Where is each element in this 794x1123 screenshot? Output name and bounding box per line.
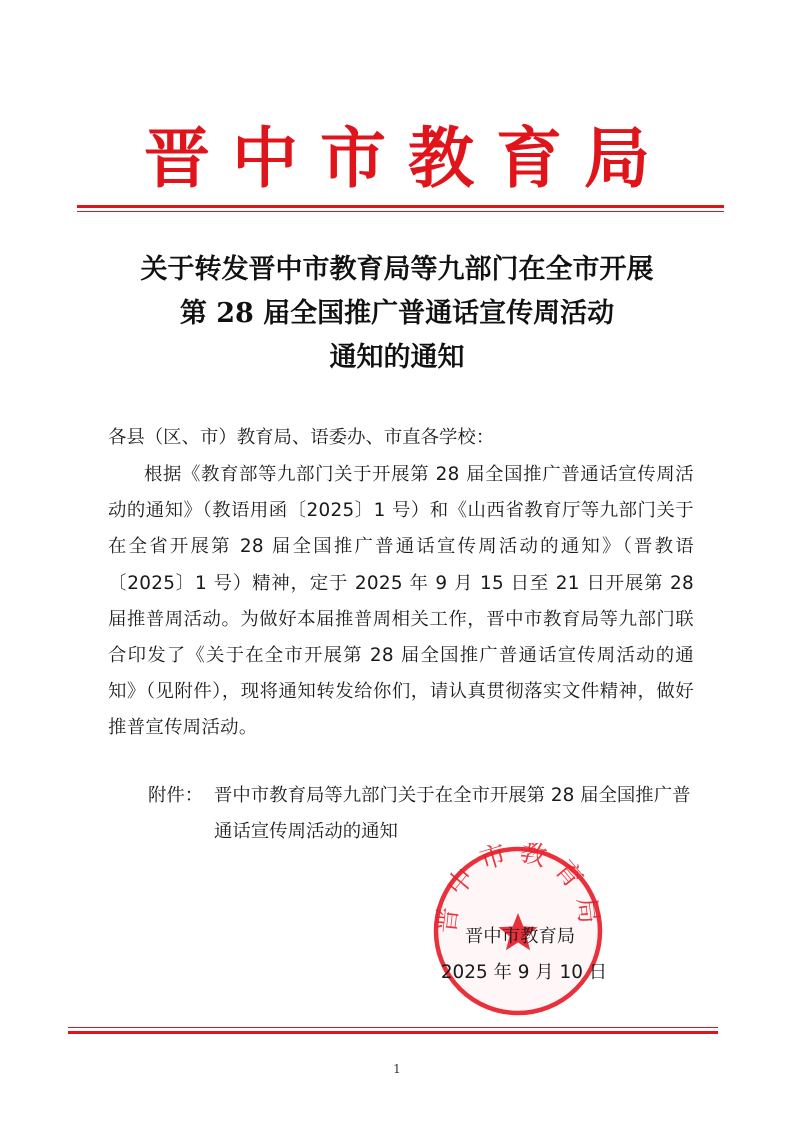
footer-rule-thick (68, 1031, 718, 1034)
title-line-3: 通知的通知 (329, 342, 465, 373)
page-number: 1 (393, 1062, 401, 1076)
signature-issuer: 晋中市教育局 (464, 926, 576, 947)
header-rule-thin (77, 211, 724, 212)
title-line-2: 第 28 届全国推广普通话宣传周活动 (179, 298, 615, 329)
salutation: 各县（区、市）教育局、语委办、市直各学校： (108, 427, 495, 448)
attachment-label: 附件： (148, 785, 204, 806)
signature-date: 2025 年 9 月 10 日 (440, 962, 608, 983)
svg-text:晋中市教育局: 晋中市教育局 (431, 843, 605, 936)
header-rule-thick (77, 205, 724, 208)
attachment-text: 晋中市教育局等九部门关于在全市开展第 28 届全国推广普通话宣传周活动的通知 (214, 785, 691, 843)
body-paragraph: 根据《教育部等九部门关于开展第 28 届全国推广普通话宣传周活动的通知》（教语用函〔2025〕1 号）和《山西省教育厅等九部门关于在全省开展第 28 届全国推广普通话宣传周活动的通知》（晋教语〔2025〕1 号）精神，定于 2025 年 9 月 15 日至 21 日开展第 28 届推普周活动。为做好本届推普周相关工作，晋中市教育局等九部门联合印发了《关于在全市开展第 28 届全国推广普通话宣传周活动的通知》（见附件），现将通知转发给你们，请认真贯彻落实文件精神，做好推普宣传周活动。 (108, 464, 694, 739)
footer-rule-thin (68, 1027, 718, 1028)
issuer-masthead: 晋中市教育局 (144, 119, 672, 197)
document-title (0, 248, 794, 380)
title-line-1: 关于转发晋中市教育局等九部门在全市开展 (140, 254, 654, 285)
